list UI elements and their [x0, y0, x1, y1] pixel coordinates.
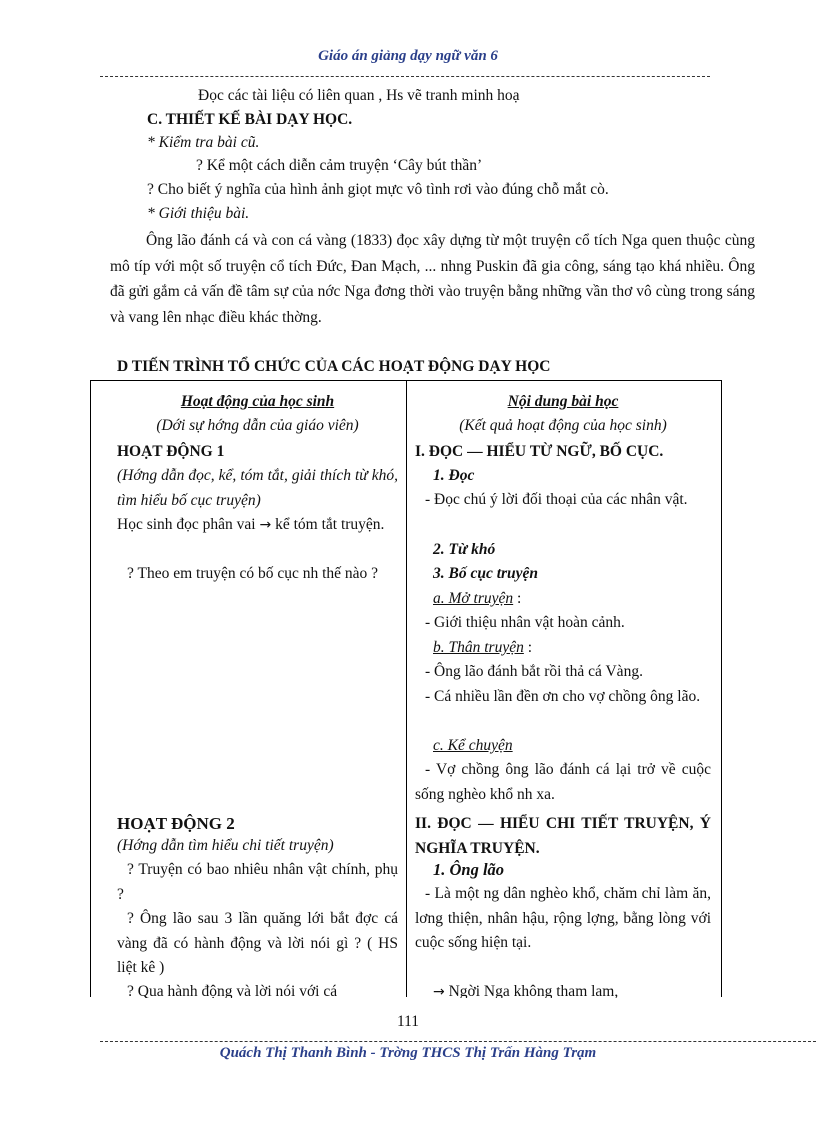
part-b-label: b. Thân truyện	[433, 639, 524, 656]
section-1-structure: 3. Bố cục truyện	[433, 565, 539, 582]
left-column-subheader: (Dới sự hớng dẫn của giáo viên)	[156, 417, 359, 434]
section-2-conclusion	[433, 980, 711, 998]
check-old-lesson: * Kiểm tra bài cũ.	[147, 134, 260, 151]
page-footer: Quách Thị Thanh Bình - Trờng THCS Thị Trấn Hàng Trạm	[219, 1045, 597, 1061]
section-2-conclusion-text: Ngời Nga không tham lam,	[448, 983, 619, 998]
activity-1-title: HOẠT ĐỘNG 1	[117, 443, 225, 460]
activity-1-reading	[117, 513, 398, 538]
activity-2-question-3: ? Qua hành động và lời nói với cá	[127, 983, 338, 998]
part-a-label: a. Mở truyện	[433, 590, 514, 607]
part-a-colon: :	[513, 590, 522, 607]
left-column-header: Hoạt động của học sinh	[180, 393, 335, 410]
right-column-subheader: (Kết quả hoạt động của học sinh)	[459, 417, 667, 434]
section-1-vocabulary: 2. Từ khó	[433, 541, 496, 558]
part-a	[433, 587, 711, 612]
section-1-reading: 1. Đọc	[433, 467, 475, 484]
right-column-header: Nội dung bài học	[507, 393, 619, 410]
part-c-text: - Vợ chồng ông lão đánh cá lại trở về cuộc sống nghèo khổ nh xa.	[415, 761, 711, 803]
arrow-right-icon: →	[433, 984, 445, 998]
part-c-label: c. Kể chuyện	[433, 737, 513, 754]
part-b	[433, 636, 711, 661]
intro-paragraph: Ông lão đánh cá và con cá vàng (1833) đọc xây dựng từ một truyện cổ tích Nga quen thuộc cùng mô típ với một số truyện cổ tích Đức, Đan Mạch, ... nhng Puskin đã gia công, sáng tạo khá nhiều. Ông đã gửi gắm cả vấn đề tâm sự của nớc Nga đơng thời vào truyện bằng những vần thơ vô cùng trong sáng và vang lên nhạc điều khác thờng.	[110, 232, 755, 326]
activity-1-reading-text-2: kể tóm tắt truyện.	[275, 516, 385, 533]
section-d-heading: D TIẾN TRÌNH TỔ CHỨC CỦA CÁC HOẠT ĐỘNG DẠY HỌC	[117, 358, 551, 375]
activity-1-question: ? Theo em truyện có bố cục nh thế nào ?	[127, 565, 379, 582]
table-column-divider	[406, 380, 407, 997]
activity-1-description: (Hớng dẫn đọc, kể, tóm tắt, giải thích từ khó, tìm hiểu bố cục truyện)	[117, 467, 398, 509]
prep-line: Đọc các tài liệu có liên quan , Hs vẽ tranh minh hoạ	[198, 87, 520, 104]
header-rule	[100, 76, 710, 77]
footer-rule	[100, 1041, 816, 1042]
part-b-text-2: - Cá nhiều lần đền ơn cho vợ chồng ông lão.	[425, 688, 701, 705]
intro-lesson: * Giới thiệu bài.	[147, 205, 250, 222]
activity-2-question-1: ? Truyện có bao nhiêu nhân vật chính, phụ ?	[117, 861, 398, 903]
part-b-text-1: - Ông lão đánh bắt rồi thả cá Vàng.	[425, 663, 643, 680]
activity-2-question-2: ? Ông lão sau 3 lần quăng lới bắt đợc cá vàng đã có hành động và lời nói gì ? ( HS liệt kê )	[117, 910, 398, 976]
question-1: ? Kể một cách diễn cảm truyện ‘Cây bút thần’	[196, 157, 483, 174]
page-number: 111	[396, 1013, 420, 1030]
page-header: Giáo án giảng dạy ngữ văn 6	[318, 48, 498, 64]
section-c-heading: C. THIẾT KẾ BÀI DẠY HỌC.	[147, 111, 353, 128]
part-a-text: - Giới thiệu nhân vật hoàn cảnh.	[425, 614, 625, 631]
activity-1-reading-text: Học sinh đọc phân vai	[117, 516, 256, 533]
activity-2-title: HOẠT ĐỘNG 2	[117, 814, 235, 833]
part-b-colon: :	[523, 639, 533, 656]
question-2: ? Cho biết ý nghĩa của hình ảnh giọt mực vô tình rơi vào đúng chỗ mắt cò.	[147, 181, 609, 198]
section-2-old-man-text: - Là một ng dân nghèo khổ, chăm chỉ làm ăn, lơng thiện, nhân hậu, rộng lợng, bằng lòng với cuộc sống hiện tại.	[415, 885, 711, 951]
arrow-right-icon: →	[259, 517, 272, 533]
section-1-title: I. ĐỌC — HIỂU TỪ NGỮ, BỐ CỤC.	[415, 443, 664, 460]
section-1-reading-text: - Đọc chú ý lời đối thoại của các nhân vật.	[425, 491, 688, 508]
activity-2-description: (Hớng dẫn tìm hiểu chi tiết truyện)	[117, 837, 334, 854]
section-2-title: II. ĐỌC — HIỂU CHI TIẾT TRUYỆN, Ý NGHĨA TRUYỆN.	[415, 815, 711, 857]
section-2-old-man: 1. Ông lão	[433, 860, 505, 879]
